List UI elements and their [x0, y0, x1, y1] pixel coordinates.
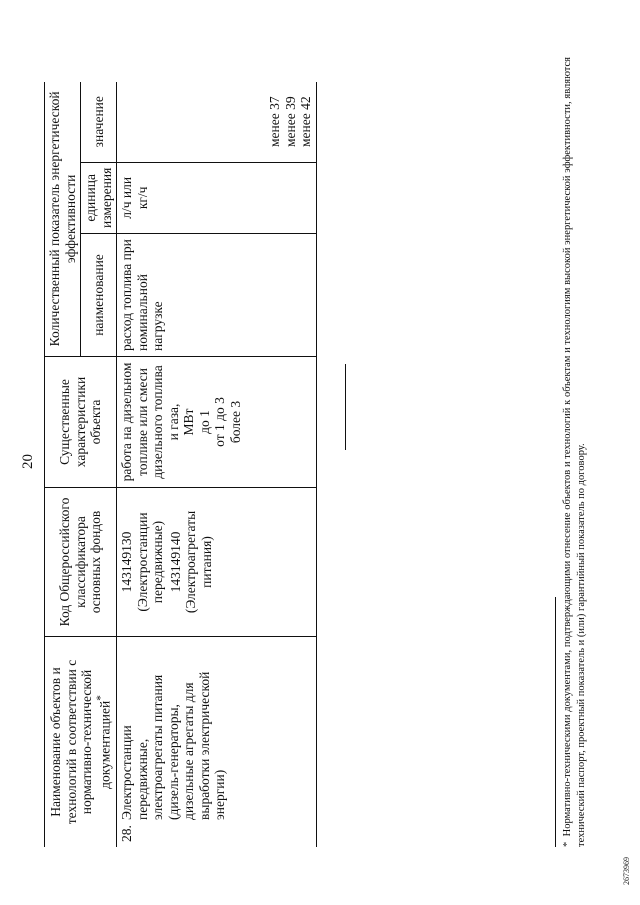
table-row: [117, 82, 317, 847]
footnote-mark: *: [562, 841, 573, 847]
footnote-rule: [555, 597, 556, 847]
footnote-text: Нормативно-техническими документами, подтверждающими отнесение объектов и технологий к объектам и технологиям высокой энергетической эффективности, являются технический паспорт, проектный показатель и (или) гарантийный показатель по договору.: [562, 57, 587, 847]
header-indicator-value: значение: [81, 82, 117, 163]
table-header-row: [45, 82, 81, 847]
header-characteristics: Существенные характеристики объекта: [45, 357, 117, 488]
value-1: менее 37: [267, 96, 283, 148]
range-1: до 1: [196, 410, 212, 434]
cell-characteristics: [117, 357, 317, 488]
characteristics-text: работа на дизельном топливе или смеси дизельного топлива и газа,: [119, 362, 181, 482]
value-2: менее 39: [282, 96, 298, 148]
power-unit: МВт: [181, 408, 197, 436]
footnote-marker: *: [94, 695, 107, 701]
cell-indicator-name: расход топлива при номинальной нагрузке: [117, 234, 317, 357]
document-id: 2673969: [622, 857, 631, 885]
energy-efficiency-table: [44, 82, 317, 847]
header-indicator: Количественный показатель энергетической эффективности: [45, 82, 81, 357]
code-2-label: (Электроагрегаты питания): [183, 510, 214, 614]
cell-values: [117, 82, 317, 163]
object-name: Электростанции передвижные, электроагрегаты питания (дизель-генераторы, дизельные агрегаты для выработки электрической энергии): [119, 671, 228, 820]
cell-codes: [117, 488, 317, 637]
cell-object-name: [117, 637, 317, 848]
code-2: 143149140: [167, 531, 183, 593]
code-1: 143149130: [119, 531, 135, 593]
page-number: 20: [20, 454, 36, 469]
cell-indicator-unit: л/ч или кг/ч: [117, 162, 317, 233]
header-indicator-unit: единица измерения: [81, 162, 117, 233]
range-3: более 3: [227, 400, 243, 444]
value-3: менее 42: [298, 96, 314, 148]
footnote: [561, 57, 588, 847]
range-2: от 1 до 3: [212, 397, 228, 447]
header-indicator-name: наименование: [81, 234, 117, 357]
row-number: 28.: [119, 825, 135, 842]
header-code: Код Общероссийского классификатора основных фондов: [45, 488, 117, 637]
code-1-label: (Электростанции передвижные): [134, 512, 166, 612]
header-name: Наименование объектов и технологий в соответствии с нормативно-технической документацией*: [45, 637, 117, 848]
separator-line: [345, 364, 346, 450]
